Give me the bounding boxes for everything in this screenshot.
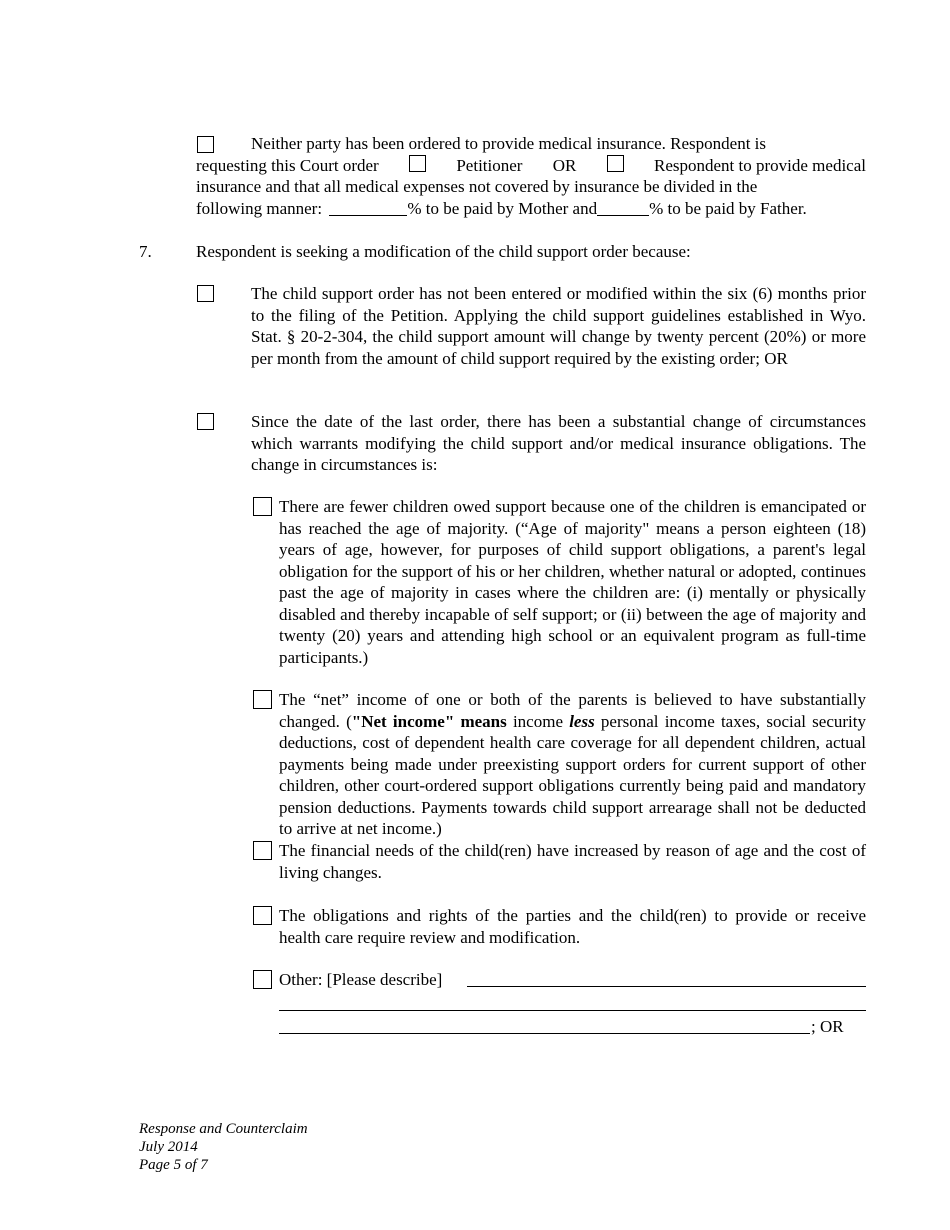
checkbox-net-income[interactable] bbox=[253, 690, 272, 709]
medical-line-2-text: requesting this Court order bbox=[196, 155, 379, 175]
medical-line-3: insurance and that all medical expenses not covered by insurance be divided in the bbox=[196, 177, 758, 196]
medical-line-2 bbox=[196, 155, 866, 177]
net-income-bold: "Net income" means bbox=[351, 711, 507, 731]
section-number: 7. bbox=[139, 242, 152, 261]
net-income-text-mid: income bbox=[506, 711, 570, 731]
checkbox-other[interactable] bbox=[253, 970, 272, 989]
medical-line-4-text: following manner: bbox=[196, 198, 323, 218]
other-label: Other: [Please describe] bbox=[279, 970, 443, 989]
financial-needs-text: The financial needs of the child(ren) have increased by reason of age and the cost of living changes. bbox=[279, 841, 866, 882]
other-line-3[interactable] bbox=[279, 1033, 810, 1034]
father-percent-blank[interactable] bbox=[597, 199, 649, 216]
other-line-1[interactable] bbox=[467, 986, 866, 987]
respondent-provide-label: Respondent to provide medical bbox=[654, 155, 866, 175]
mother-percent-blank[interactable] bbox=[329, 199, 407, 216]
or-end: ; OR bbox=[811, 1017, 844, 1036]
footer-date: July 2014 bbox=[139, 1139, 198, 1155]
other-line-2[interactable] bbox=[279, 1010, 866, 1011]
net-income-text-post: personal income taxes, social security deductions, cost of dependent health care coverage for all dependent children, actual payments being made under preexisting support orders for current support of other children, other court-ordered support obligations currently being paid and mandatory pension deductions. Payments towards child support arrearage shall not be deducted to arrive at net income.) bbox=[279, 711, 866, 838]
footer bbox=[139, 1120, 308, 1174]
fewer-children-text: There are fewer children owed support because one of the children is emancipated or has reached the age of majority. (“Age of majority" means a person eighteen (18) years of age, however, for purposes of child support obligations, a parent's legal obligation for the support of his or her children, whether natural or adopted, continues past the age of majority in cases where the children are: (i) mentally or physically disabled and thereby incapable of self support; or (ii) between the age of majority and twenty (20) years and attending high school or an equivalent program as full-time participants.) bbox=[279, 497, 866, 667]
health-care-text: The obligations and rights of the parties and the child(ren) to provide or receive health care require review and modification. bbox=[279, 906, 866, 947]
father-label: % to be paid by Father. bbox=[649, 198, 807, 218]
footer-page: Page 5 of 7 bbox=[139, 1157, 208, 1173]
checkbox-option-a[interactable] bbox=[197, 285, 214, 302]
checkbox-petitioner[interactable] bbox=[409, 155, 426, 172]
checkbox-financial-needs[interactable] bbox=[253, 841, 272, 860]
checkbox-option-b[interactable] bbox=[197, 413, 214, 430]
checkbox-respondent[interactable] bbox=[607, 155, 624, 172]
net-income-text-pre: The “net” income of one or both of the parents is believed to have substantially changed. ( bbox=[279, 690, 866, 731]
medical-line-1: Neither party has been ordered to provide medical insurance. Respondent is bbox=[251, 134, 767, 153]
medical-line-4 bbox=[196, 198, 866, 220]
checkbox-health-care[interactable] bbox=[253, 906, 272, 925]
net-income-text bbox=[279, 689, 866, 840]
section-intro: Respondent is seeking a modification of the child support order because: bbox=[196, 242, 691, 261]
petitioner-label: Petitioner bbox=[456, 155, 523, 175]
footer-title: Response and Counterclaim bbox=[139, 1121, 308, 1137]
or-label: OR bbox=[552, 155, 577, 175]
mother-label: % to be paid by Mother and bbox=[407, 198, 598, 218]
option-b-text: Since the date of the last order, there has been a substantial change of circumstances which warrants modifying the child support and/or medical insurance obligations. The change in circumstances is: bbox=[251, 412, 866, 474]
checkbox-fewer-children[interactable] bbox=[253, 497, 272, 516]
net-income-less: less bbox=[569, 711, 595, 731]
medical-insurance-paragraph bbox=[196, 133, 866, 219]
option-a-text: The child support order has not been entered or modified within the six (6) months prior to the filing of the Petition. Applying the child support guidelines established in Wyo. Stat. § 20-2-304, the child support amount will change by twenty percent (20%) or more per month from the amount of child support required by the existing order; OR bbox=[251, 284, 866, 368]
